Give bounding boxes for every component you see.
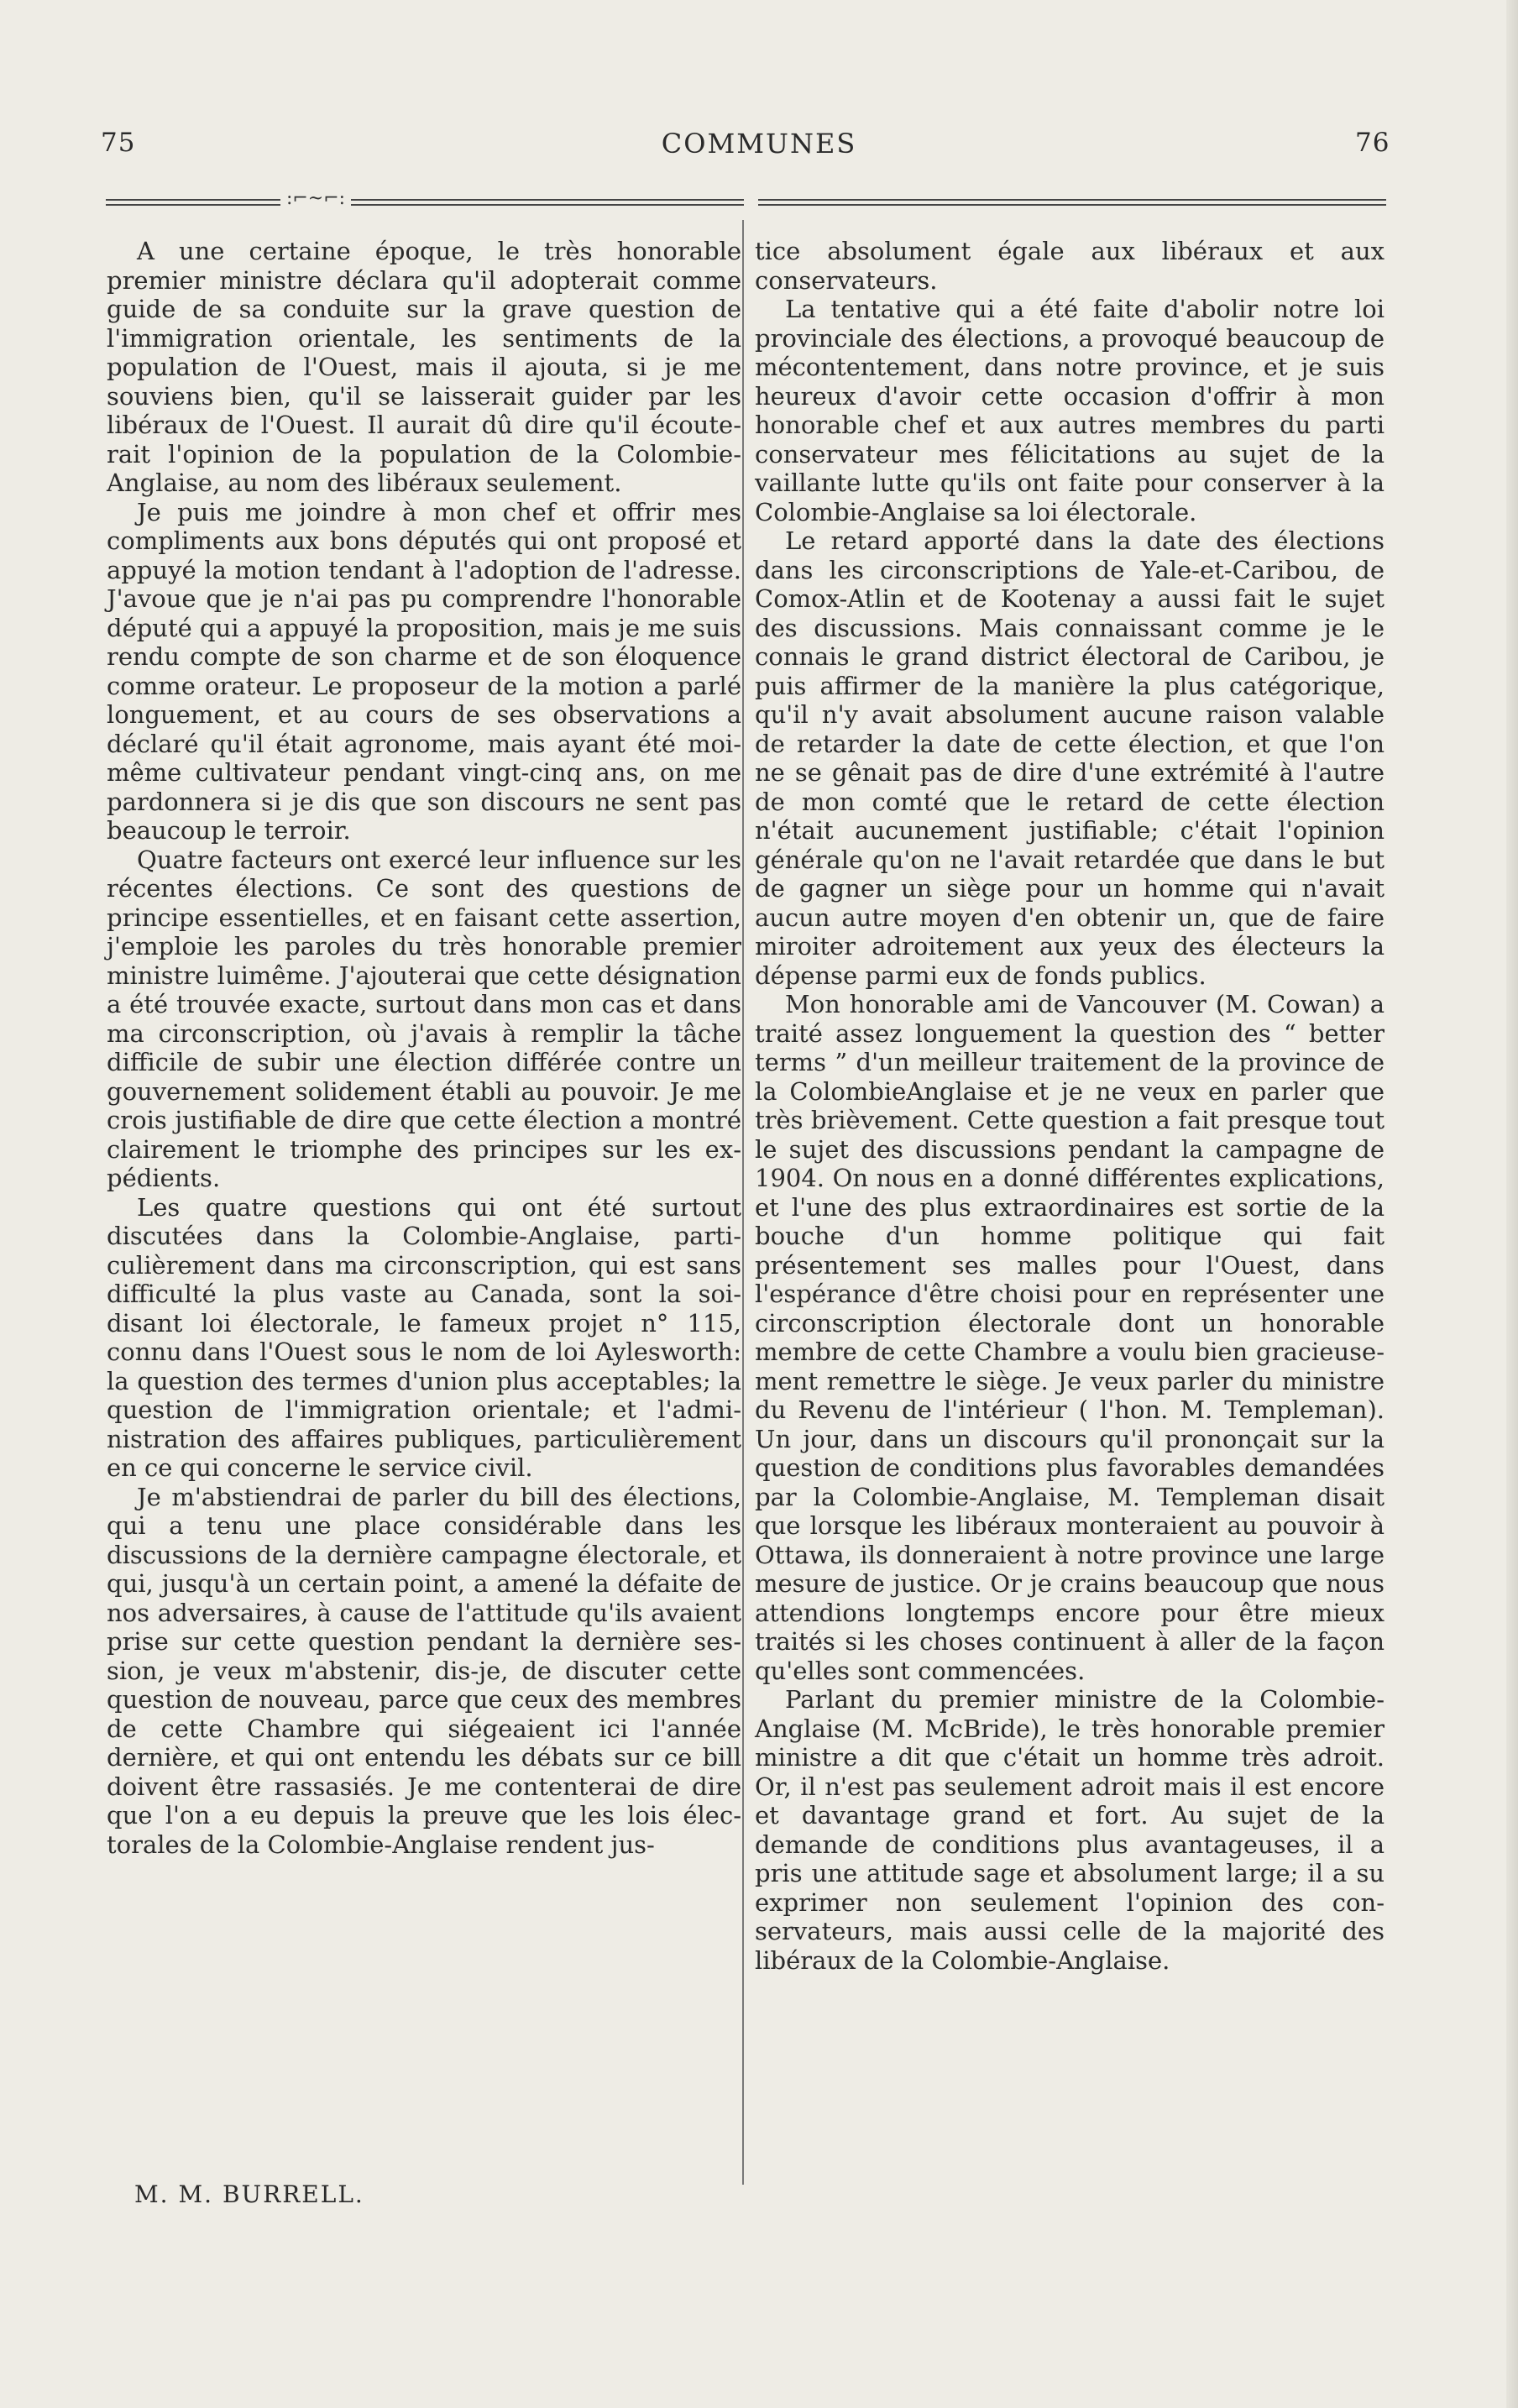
paragraph: Je m'abstiendrai de parler du bill des élections, qui a tenu une place considérable dans les discussions de la dernière campagne électorale, et qui, jusqu'à un certain point, a amené la défaite de nos adversaires, à cause de l'attitude qu'ils avaient prise sur cette question pendant la dernière session, je veux m'abstenir, dis-je, de discuter cette question de nouveau, parce que ceux des membres de cette Chambre qui siégeaient ici l'année dernière, et qui ont entendu les débats sur ce bill doivent être rassasiés. Je me contenterai de dire que l'on a eu depuis la preuve que les lois électorales de la Colombie-Anglaise rendent jus- bbox=[107, 1482, 741, 1859]
paragraph: Les quatre questions qui ont été surtout discutées dans la Colombie-Anglaise, particulièrement dans ma circonscription, qui est sans difficulté la plus vaste au Canada, sont la soi-disant loi électorale, le fameux projet n° 115, connu dans l'Ouest sous le nom de loi Aylesworth: la question des termes d'union plus acceptables; la question de l'immigration orientale; et l'administration des affaires publiques, particulièrement en ce qui concerne le service civil. bbox=[107, 1192, 741, 1482]
paragraph: Quatre facteurs ont exercé leur influence sur les récentes élections. Ce sont des questions de principe essentielles, et en faisant cette assertion, j'emploie les paroles du très honorable premier ministre luimême. J'ajouterai que cette désignation a été trouvée exacte, surtout dans mon cas et dans ma circonscription, où j'avais à remplir la tâche difficile de subir une élection différée contre un gouvernement solidement établi au pouvoir. Je me crois justifiable de dire que cette élection a montré clairement le triomphe des principes sur les expédients. bbox=[107, 845, 741, 1192]
right-column bbox=[755, 237, 1385, 1975]
column-divider bbox=[742, 220, 744, 2185]
header-ornament: :⌐~⌐: bbox=[280, 191, 351, 207]
left-column bbox=[107, 237, 741, 1859]
header-rule-left bbox=[106, 199, 744, 206]
header-rule-right bbox=[758, 199, 1386, 206]
running-head-title: COMMUNES bbox=[661, 128, 857, 160]
paragraph: Le retard apporté dans la date des élections dans les circonscriptions de Yale-et-Caribou, de Comox-Atlin et de Kootenay a aussi fait le sujet des discussions. Mais connaissant comme je le connais le grand district électoral de Caribou, je puis affirmer de la manière la plus catégorique, qu'il n'y avait absolument aucune raison valable de retarder la date de cette élection, et que l'on ne se gênait pas de dire d'une extrémité à l'autre de mon comté que le retard de cette élection n'était aucunement justifiable; c'était l'opinion générale qu'on ne l'avait retardée que dans le but de gagner un siège pour un homme qui n'avait aucun autre moyen d'en obtenir un, que de faire miroiter adroitement aux yeux des électeurs la dépense parmi eux de fonds publics. bbox=[755, 526, 1385, 990]
paragraph: Je puis me joindre à mon chef et offrir mes compliments aux bons députés qui ont proposé et appuyé la motion tendant à l'adoption de l'adresse. J'avoue que je n'ai pas pu comprendre l'honorable député qui a appuyé la proposition, mais je me suis rendu compte de son charme et de son éloquence comme orateur. Le proposeur de la motion a parlé longuement, et au cours de ses observations a déclaré qu'il était agronome, mais ayant été moi-même cultivateur pendant vingt-cinq ans, on me pardonnera si je dis que son discours ne sent pas beaucoup le terroir. bbox=[107, 497, 741, 845]
paragraph: A une certaine époque, le très honorable premier ministre déclara qu'il adopterait comme guide de sa conduite sur la grave question de l'immigration orientale, les sentiments de la population de l'Ouest, mais il ajouta, si je me souviens bien, qu'il se laisserait guider par les libéraux de l'Ouest. Il aurait dû dire qu'il écouterait l'opinion de la population de la Colombie-Anglaise, au nom des libéraux seulement. bbox=[107, 237, 741, 497]
paragraph: Mon honorable ami de Vancouver (M. Cowan) a traité assez longuement la question des “ better terms ” d'un meilleur traitement de la province de la ColombieAnglaise et je ne veux en parler que très brièvement. Cette question a fait presque tout le sujet des discussions pendant la campagne de 1904. On nous en a donné différentes explications, et l'une des plus extraordinaires est sortie de la bouche d'un homme politique qui fait présentement ses malles pour l'Ouest, dans l'espérance d'être choisi pour en représenter une circonscription électorale dont un honorable membre de cette Chambre a voulu bien gracieusement remettre le siège. Je veux parler du ministre du Revenu de l'intérieur ( l'hon. M. Templeman). Un jour, dans un discours qu'il prononçait sur la question de conditions plus favorables demandées par la Colombie-Anglaise, M. Templeman disait que lorsque les libéraux monteraient au pouvoir à Ottawa, ils donneraient à notre province une large mesure de justice. Or je crains beaucoup que nous attendions longtemps encore pour être mieux traités si les choses continuent à aller de la façon qu'elles sont commencées. bbox=[755, 990, 1385, 1685]
paragraph-continued: tice absolument égale aux libéraux et aux conservateurs. bbox=[755, 237, 1385, 295]
page-number-left: 75 bbox=[101, 128, 136, 158]
page-edge bbox=[1506, 0, 1518, 2408]
page-number-right: 76 bbox=[1355, 128, 1390, 158]
paragraph: La tentative qui a été faite d'abolir notre loi provinciale des élections, a provoqué beaucoup de mécontentement, dans notre province, et je suis heureux d'avoir cette occasion d'offrir à mon honorable chef et aux autres membres du parti conservateur mes félicitations au sujet de la vaillante lutte qu'ils ont faite pour conserver à la Colombie-Anglaise sa loi électorale. bbox=[755, 295, 1385, 526]
paragraph: Parlant du premier ministre de la Colombie-Anglaise (M. McBride), le très honorable premier ministre a dit que c'était un homme très adroit. Or, il n'est pas seulement adroit mais il est encore et davantage grand et fort. Au sujet de la demande de conditions plus avantageuses, il a pris une attitude sage et absolument large; il a su exprimer non seulement l'opinion des conservateurs, mais aussi celle de la majorité des libéraux de la Colombie-Anglaise. bbox=[755, 1685, 1385, 1975]
speaker-footer: M. M. BURRELL. bbox=[134, 2180, 364, 2208]
